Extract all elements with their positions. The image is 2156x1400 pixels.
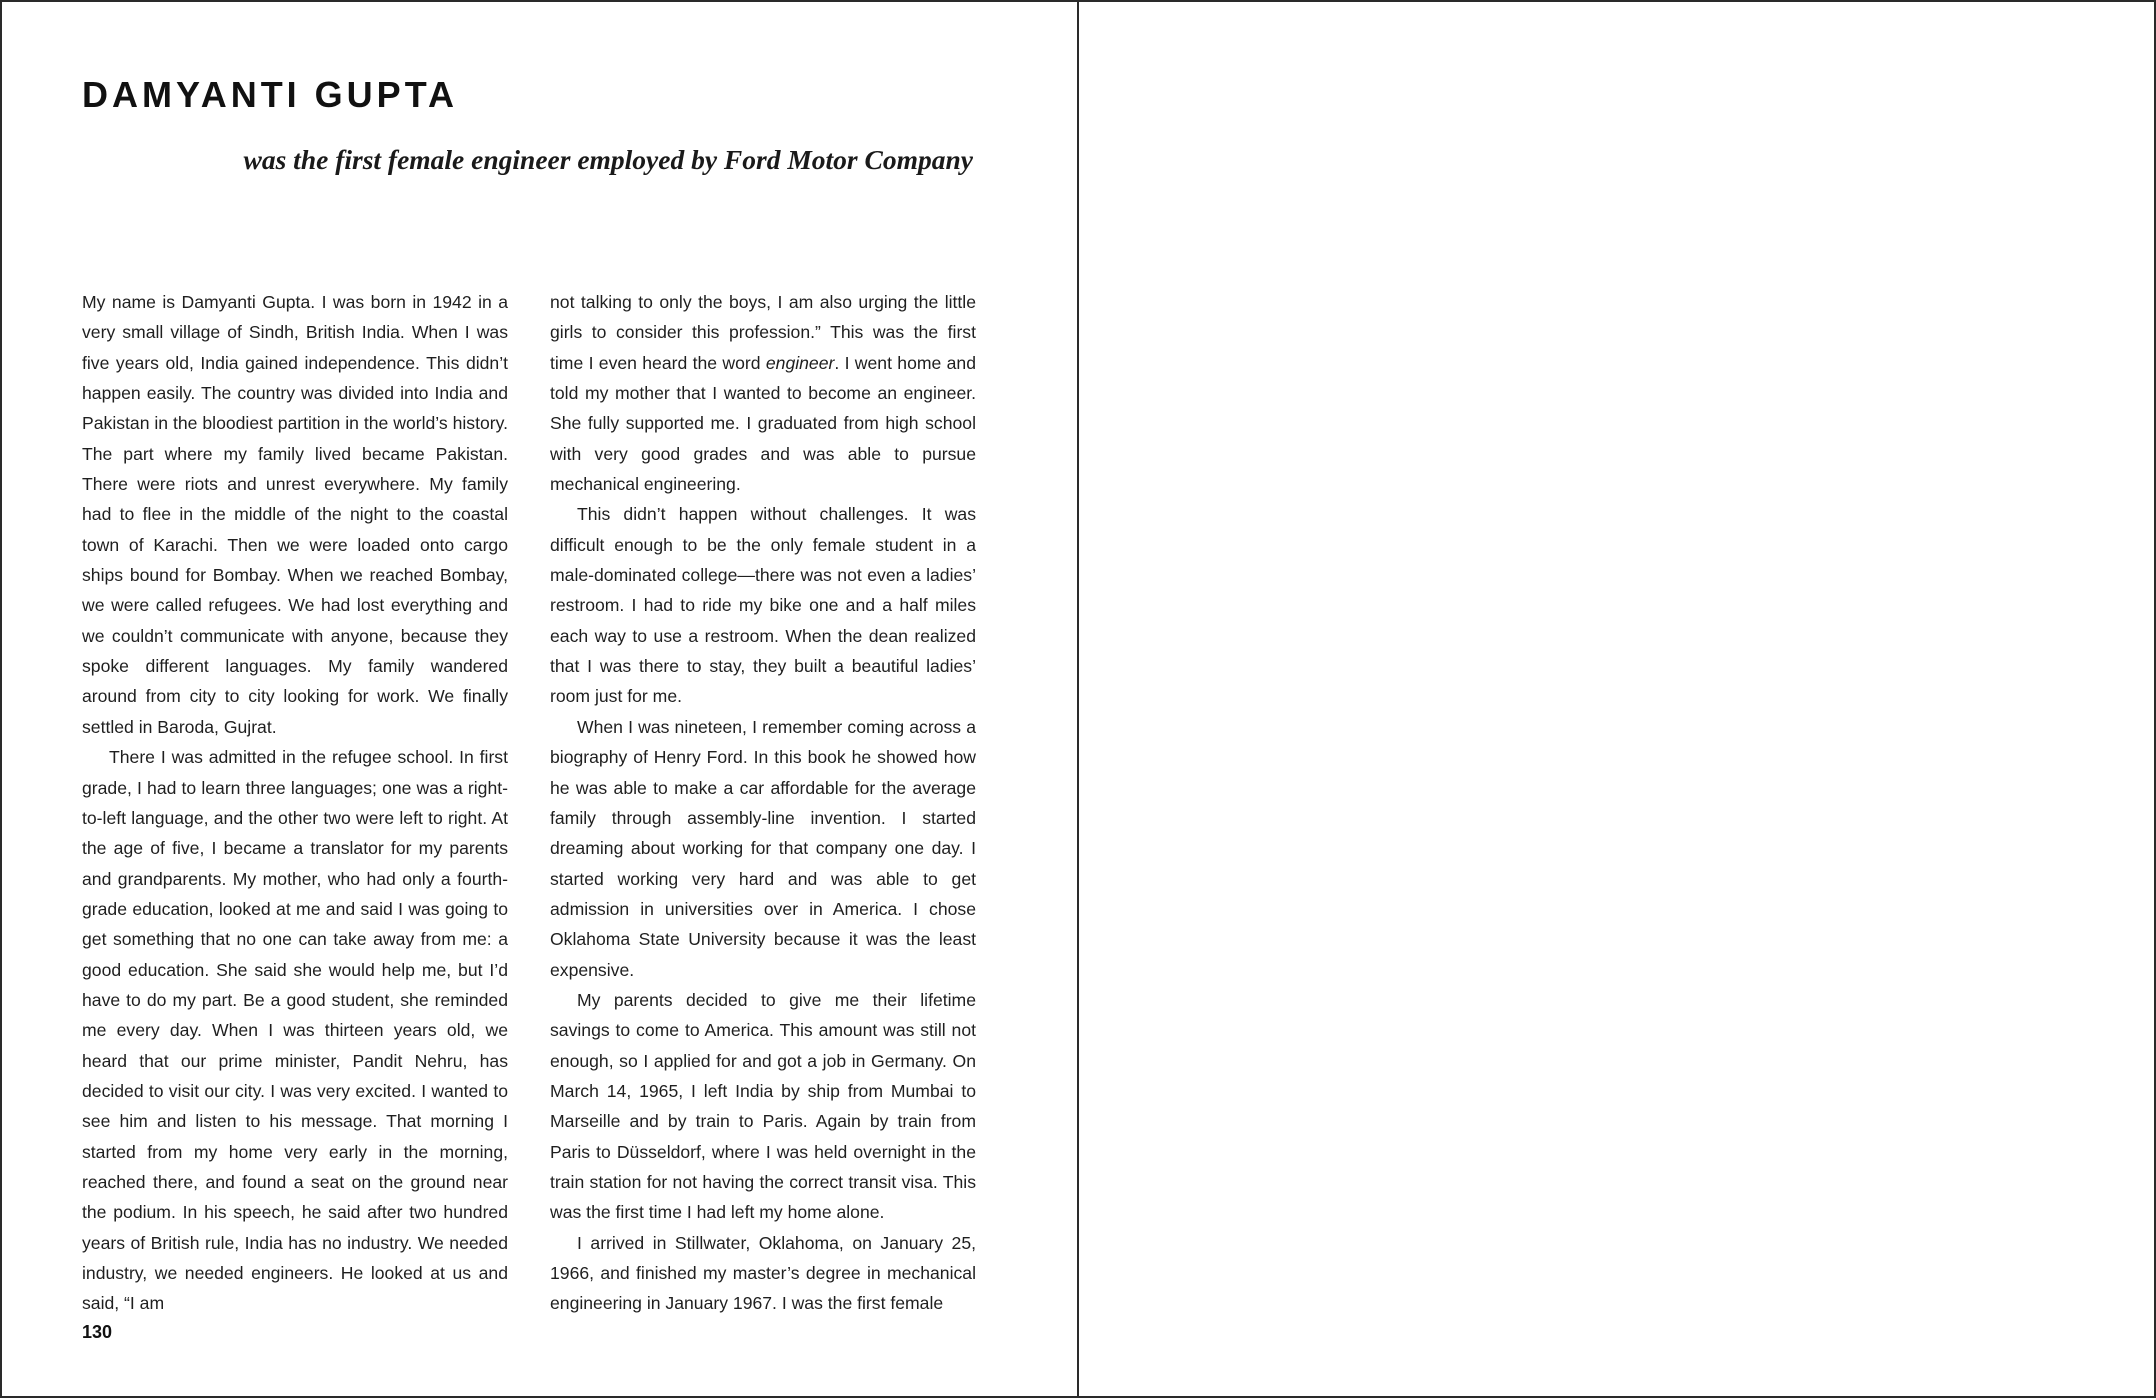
page-number: 130 <box>82 1322 113 1342</box>
paragraph <box>550 287 976 499</box>
text-column-1 <box>82 287 508 1319</box>
emphasis-word: engineer <box>765 352 835 373</box>
paragraph: My parents decided to give me their lifetime savings to come to America. This amount was still not enough, so I applied for and got a job in Germany. On March 14, 1965, I left India by ship from Mumbai to Marseille and by train to Paris. Again by train from Paris to Düsseldorf, where I was held overnight in the train station for not having the correct transit visa. This was the first time I had left my home alone. <box>550 989 976 1223</box>
paragraph: I arrived in Stillwater, Oklahoma, on January 25, 1966, and finished my master’s degree in mechanical engineering in January 1967. I was the first female <box>550 1232 976 1314</box>
paragraph: My name is Damyanti Gupta. I was born in 1942 in a very small village of Sindh, British India. When I was five years old, India gained independence. This didn’t happen easily. The country was divided into India and Pakistan in the bloodiest partition in the world’s history. The part where my family lived became Pakistan. There were riots and unrest everywhere. My family had to flee in the middle of the night to the coastal town of Karachi. Then we were loaded onto cargo ships bound for Bombay. When we reached Bombay, we were called refugees. We had lost everything and we couldn’t communicate with anyone, because they spoke different languages. My family wandered around from city to city looking for work. We finally settled in Baroda, Gujrat. <box>82 292 508 737</box>
right-page <box>1077 0 2156 1398</box>
left-page <box>0 0 1078 1398</box>
profile-subtitle: was the first female engineer employed by Ford Motor Company <box>243 144 973 175</box>
profile-name: DAMYANTI GUPTA <box>82 74 459 115</box>
paragraph-text: not talking to only the boys, I am also urging the little girls to consider this profession.” This was the first time I even heard the word <box>550 292 976 373</box>
paragraph: When I was nineteen, I remember coming across a biography of Henry Ford. In this book he showed how he was able to make a car affordable for the average family through assembly-line invention. I started dreaming about working for that company one day. I started working very hard and was able to get admission in universities over in America. I chose Oklahoma State University because it was the least expensive. <box>550 716 976 980</box>
paragraph-text: . I went home and told my mother that I wanted to become an engineer. She fully supported me. I graduated from high school with very good grades and was able to pursue mechanical engineering. <box>550 352 976 495</box>
text-column-2 <box>550 287 976 1319</box>
paragraph: This didn’t happen without challenges. It was difficult enough to be the only female student in a male-dominated college—there was not even a ladies’ restroom. I had to ride my bike one and a half miles each way to use a restroom. When the dean realized that I was there to stay, they built a beautiful ladies’ room just for me. <box>550 504 976 707</box>
paragraph: There I was admitted in the refugee school. In first grade, I had to learn three languages; one was a right-to-left language, and the other two were left to right. At the age of five, I became a translator for my parents and grandparents. My mother, who had only a fourth-grade education, looked at me and said I was going to get something that no one can take away from me: a good education. She said she would help me, but I’d have to do my part. Be a good student, she reminded me every day. When I was thirteen years old, we heard that our prime minister, Pandit Nehru, has decided to visit our city. I was very excited. I wanted to see him and listen to his message. That morning I started from my home very early in the morning, reached there, and found a seat on the ground near the podium. In his speech, he said after two hundred years of British rule, India has no industry. We needed industry, we needed engineers. He looked at us and said, “I am <box>82 747 508 1314</box>
